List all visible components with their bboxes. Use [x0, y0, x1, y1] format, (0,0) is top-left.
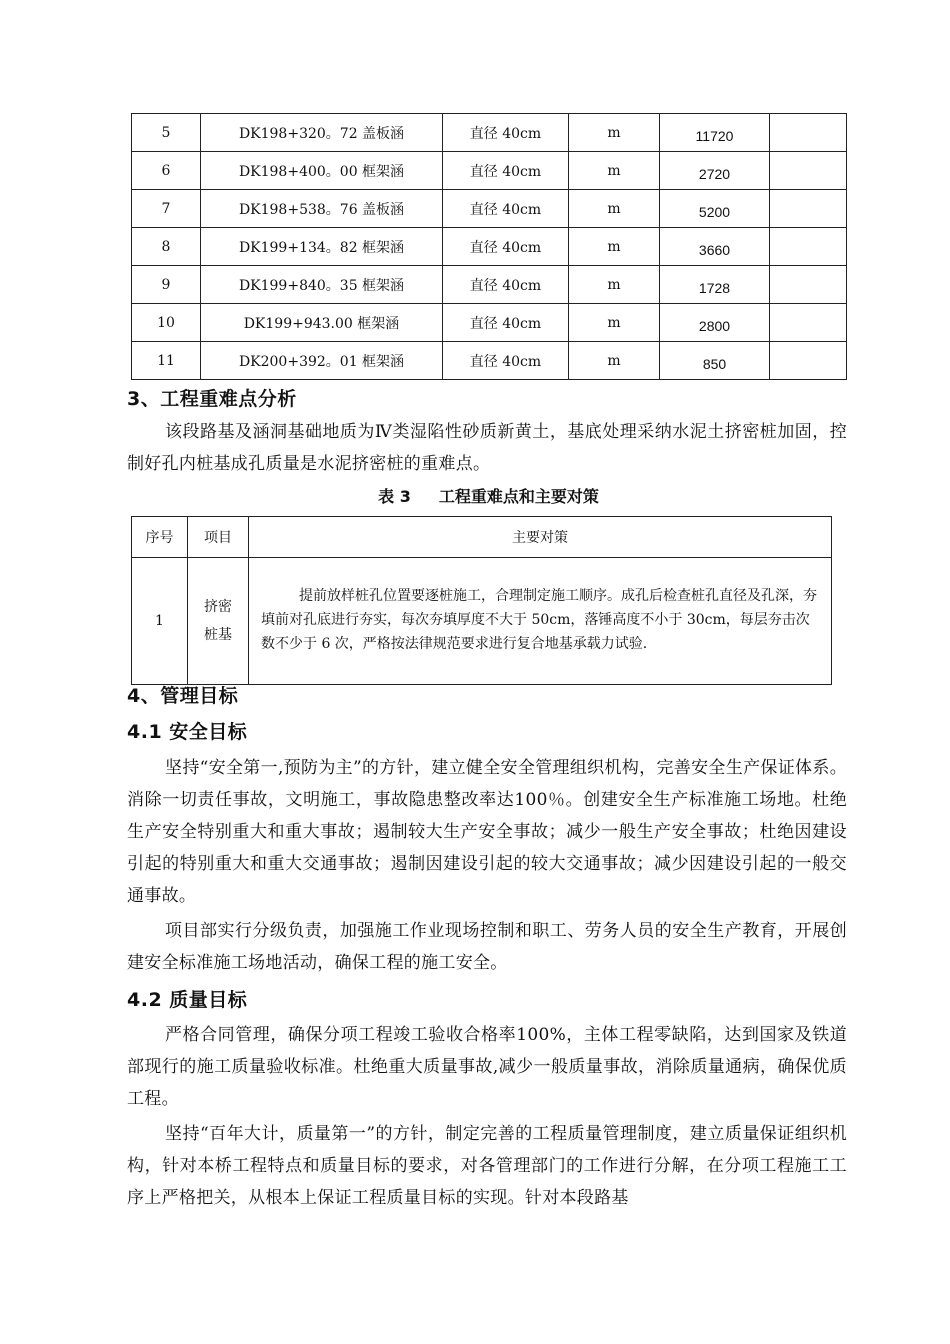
quality-paragraph-1: 严格合同管理，确保分项工程竣工验收合格率100%，主体工程零缺陷，达到国家及铁道部现行的施工质量验收标准。杜绝重大质量事故,减少一般质量事故，消除质量通病，确保优质工程。 — [127, 1025, 847, 1109]
pile-spec: 直径 40cm — [443, 304, 569, 342]
culvert-location: DK200+392。01 框架涵 — [201, 342, 443, 380]
unit: m — [569, 342, 660, 380]
row-number: 9 — [132, 266, 201, 304]
remark — [770, 114, 847, 152]
pile-spec: 直径 40cm — [443, 114, 569, 152]
section-3-heading: 3、工程重难点分析 — [127, 388, 297, 410]
row-number: 1 — [132, 558, 188, 685]
header-number: 序号 — [132, 517, 188, 558]
section-4-2-heading: 4.2 质量目标 — [127, 989, 248, 1011]
culvert-location: DK198+320。72 盖板涵 — [201, 114, 443, 152]
table-caption-title: 工程重难点和主要对策 — [438, 487, 599, 506]
row-number: 7 — [132, 190, 201, 228]
unit: m — [569, 266, 660, 304]
table-header-row — [132, 517, 832, 558]
pile-spec: 直径 40cm — [443, 190, 569, 228]
unit: m — [569, 304, 660, 342]
row-number: 11 — [132, 342, 201, 380]
quality-paragraph-2: 坚持“百年大计，质量第一”的方针，制定完善的工程质量管理制度，建立质量保证组织机构，针对本桥工程特点和质量目标的要求，对各管理部门的工作进行分解，在分项工程施工工序上严格把关，从根本上保证工程质量目标的实现。针对本段路基 — [127, 1124, 847, 1208]
culvert-location: DK199+943.00 框架涵 — [201, 304, 443, 342]
header-item: 项目 — [188, 517, 249, 558]
pile-length: 2720 — [660, 152, 770, 190]
table-row — [132, 228, 847, 266]
row-item: 挤密桩基 — [188, 558, 249, 685]
unit: m — [569, 228, 660, 266]
pile-spec: 直径 40cm — [443, 342, 569, 380]
header-measures: 主要对策 — [249, 517, 832, 558]
culvert-location: DK198+538。76 盖板涵 — [201, 190, 443, 228]
pile-spec: 直径 40cm — [443, 228, 569, 266]
row-measure: 提前放样桩孔位置要逐桩施工，合理制定施工顺序。成孔后检查桩孔直径及孔深，夯填前对孔底进行夯实，每次夯填厚度不大于 50cm，落锤高度不小于 30cm，每层夯击次数不少于 6 次，严格按法律规范要求进行复合地基承载力试验. — [249, 558, 832, 685]
culvert-location: DK198+400。00 框架涵 — [201, 152, 443, 190]
table-row — [132, 152, 847, 190]
safety-paragraph-1: 坚持“安全第一,预防为主”的方针，建立健全安全管理组织机构，完善安全生产保证体系。消除一切责任事故，文明施工，事故隐患整改率达100％。创建安全生产标准施工场地。杜绝生产安全特别重大和重大事故；遏制较大生产安全事故；减少一般生产安全事故；杜绝因建设引起的特别重大和重大交通事故；遏制因建设引起的较大交通事故；减少因建设引起的一般交通事故。 — [127, 758, 847, 906]
culvert-location: DK199+134。82 框架涵 — [201, 228, 443, 266]
row-number: 8 — [132, 228, 201, 266]
remark — [770, 190, 847, 228]
pile-length-table — [131, 113, 847, 380]
table-row — [132, 558, 832, 685]
pile-spec: 直径 40cm — [443, 152, 569, 190]
unit: m — [569, 190, 660, 228]
row-number: 10 — [132, 304, 201, 342]
table-row — [132, 114, 847, 152]
remark — [770, 304, 847, 342]
unit: m — [569, 152, 660, 190]
remark — [770, 152, 847, 190]
remark — [770, 266, 847, 304]
pile-spec: 直径 40cm — [443, 266, 569, 304]
pile-length: 2800 — [660, 304, 770, 342]
safety-paragraph-2: 项目部实行分级负责，加强施工作业现场控制和职工、劳务人员的安全生产教育，开展创建安全标准施工场地活动，确保工程的施工安全。 — [127, 921, 847, 973]
pile-length: 3660 — [660, 228, 770, 266]
table-caption-number: 表 3 — [378, 487, 411, 506]
row-number: 6 — [132, 152, 201, 190]
pile-length: 850 — [660, 342, 770, 380]
section-4-1-heading: 4.1 安全目标 — [127, 721, 248, 743]
table-row — [132, 342, 847, 380]
pile-length: 1728 — [660, 266, 770, 304]
section-4-heading: 4、管理目标 — [127, 685, 239, 707]
pile-length: 5200 — [660, 190, 770, 228]
difficulty-measures-table — [131, 516, 832, 685]
remark — [770, 342, 847, 380]
table-3-caption — [131, 484, 846, 507]
table-row — [132, 190, 847, 228]
section-3-paragraph: 该段路基及涵洞基础地质为Ⅳ类湿陷性砂质新黄土，基底处理采纳水泥土挤密桩加固，控制好孔内桩基成孔质量是水泥挤密桩的重难点。 — [127, 422, 847, 474]
pile-length: 11720 — [660, 114, 770, 152]
table-row — [132, 304, 847, 342]
table-row — [132, 266, 847, 304]
culvert-location: DK199+840。35 框架涵 — [201, 266, 443, 304]
unit: m — [569, 114, 660, 152]
row-number: 5 — [132, 114, 201, 152]
remark — [770, 228, 847, 266]
